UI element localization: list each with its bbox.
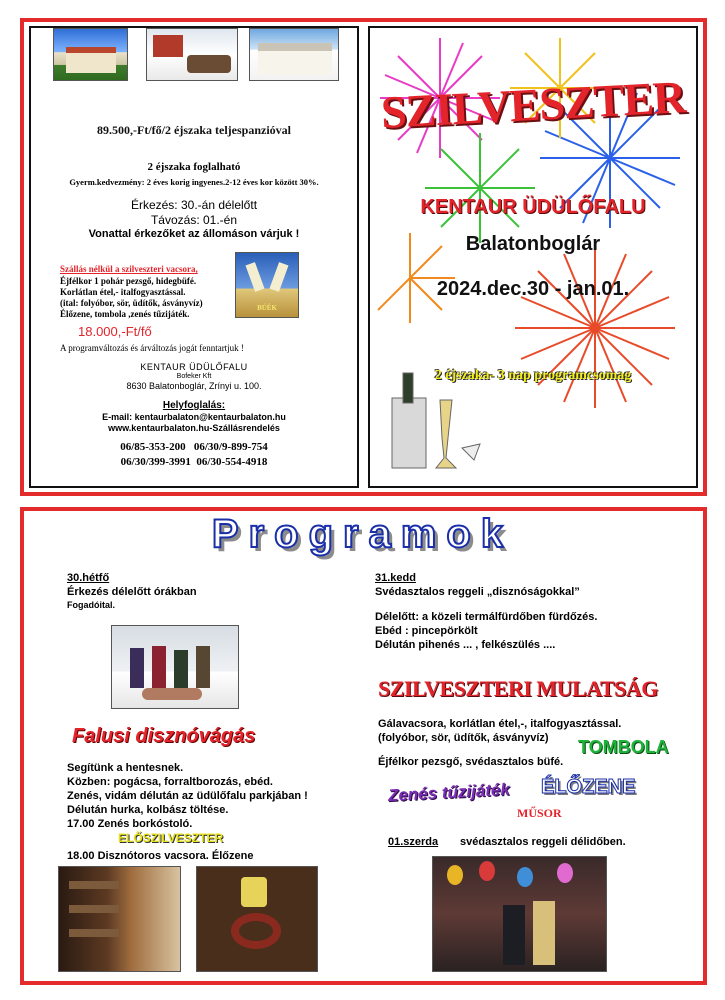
nye-line-4: Élőzene, tombola ,zenés tűzijáték.	[60, 309, 190, 319]
poster-title: SZILVESZTER	[379, 71, 687, 138]
sleigh-photo	[146, 28, 238, 81]
poster-venue: KENTAUR ÜDÜLŐFALU	[420, 196, 646, 218]
poster-panel	[368, 26, 698, 488]
price-line: 89.500,-Ft/fő/2 éjszaka teljespanzióval	[97, 123, 291, 137]
company-address: 8630 Balatonboglár, Zrínyi u. 100.	[126, 381, 262, 391]
midnight-line: Éjfélkor pezsgő, svédasztalos büfé.	[378, 756, 564, 768]
train-note: Vonattal érkezőket az állomáson várjuk !	[88, 228, 300, 240]
champagne-bucket	[392, 373, 480, 468]
champagne-toast-photo	[235, 252, 299, 318]
gala-line-1: Gálavacsora, korlátlan étel,-, italfogyasztással.	[378, 718, 622, 730]
tuesday-line-2: Ebéd : pincepörkölt	[375, 625, 478, 637]
monday-activity-1: Segítünk a hentesnek.	[67, 762, 184, 774]
tuesday-line-3: Délután pihenés ... , felkészülés ....	[375, 639, 556, 651]
live-music-label: ÉLŐZENE	[541, 776, 636, 798]
pig-slaughter-photo	[111, 625, 239, 709]
tuesday-line-1: Délelőtt: a közeli termálfürdőben fürdőzés.	[375, 611, 598, 623]
website: www.kentaurbalaton.hu-Szállásrendelés	[108, 423, 280, 433]
tuesday-breakfast: Svédasztalos reggeli „disznóságokkal”	[375, 586, 580, 598]
pre-nye-label: ELŐSZILVESZTER	[118, 831, 224, 845]
monday-activity-4: Délután hurka, kolbász töltése.	[67, 804, 229, 816]
tombola-label: TOMBOLA	[578, 737, 669, 757]
wednesday-text: svédasztalos reggeli délidőben.	[460, 836, 626, 848]
monday-activity-3: Zenés, vidám délután az üdülőfalu parkjában !	[67, 790, 308, 802]
nye-line-1: Éjfélkor 1 pohár pezsgő, hidegbüfé.	[60, 276, 197, 286]
child-discount: Gyerm.kedvezmény: 2 éves korig ingyenes.2-12 éves kor között 30%.	[69, 177, 319, 187]
booking-title: Helyfoglalás:	[162, 400, 226, 411]
wednesday-title: 01.szerda	[388, 836, 439, 848]
bookable-nights: 2 éjszaka foglalható	[147, 161, 241, 173]
musor-label: MŰSOR	[517, 806, 562, 820]
monday-dinner: 18.00 Disznótoros vacsora. Élőzene	[67, 850, 254, 862]
tuesday-title: 31.kedd	[375, 572, 416, 584]
wine-cellar-photo	[58, 866, 181, 972]
monday-welcome: Fogadóital.	[67, 600, 115, 610]
info-panel	[29, 26, 359, 488]
resort-photo	[53, 28, 128, 81]
nye-line-2: Korlátlan étel,- italfogyasztással.	[60, 287, 186, 297]
poster-package: 2 éjszaka- 3 nap programcsomag	[434, 368, 632, 383]
phones-row-2: 06/30/399-3991 06/30-554-4918	[120, 456, 268, 468]
monday-activity-5: 17.00 Zenés borkóstoló.	[67, 818, 193, 830]
poster-dates: 2024.dec.30 - jan.01.	[436, 278, 630, 300]
departure: Távozás: 01.-én	[150, 213, 238, 227]
company-sub: Bofeker Kft	[176, 373, 212, 380]
monday-activity-2: Közben: pogácsa, forraltborozás, ebéd.	[67, 776, 273, 788]
party-dancing-photo	[432, 856, 607, 972]
disclaimer: A programváltozás és árváltozás jogát fenntartjuk !	[60, 343, 244, 353]
email: E-mail: kentaurbalaton@kentaurbalaton.hu	[102, 412, 286, 422]
village-photo	[249, 28, 339, 81]
pig-title: Falusi disznóvágás	[72, 725, 256, 747]
poster-town: Balatonboglár	[465, 233, 601, 255]
monday-arrival: Érkezés délelőtt órákban	[67, 586, 197, 598]
nye-line-3: (ital: folyóbor, sör, üdítők, ásványvíz)	[60, 298, 203, 308]
phones-row-1: 06/85-353-200 06/30/9-899-754	[120, 441, 268, 453]
fireworks-label: Zenés tűzijáték	[387, 779, 511, 806]
monday-title: 30.hétfő	[67, 572, 110, 584]
company-name: KENTAUR ÜDÜLŐFALU	[140, 362, 248, 372]
sausage-photo	[196, 866, 318, 972]
gala-line-2: (folyóbor, sör, üdítők, ásványvíz)	[378, 732, 549, 744]
party-title: SZILVESZTERI MULATSÁG	[378, 676, 658, 701]
nye-price: 18.000,-Ft/fő	[78, 324, 152, 339]
buek-label: BÚÉK	[257, 304, 277, 312]
arrival: Érkezés: 30.-án délelőtt	[130, 198, 258, 212]
program-heading: Programok	[211, 512, 514, 556]
nye-header: Szállás nélkül a szilveszteri vacsora,	[60, 264, 198, 274]
